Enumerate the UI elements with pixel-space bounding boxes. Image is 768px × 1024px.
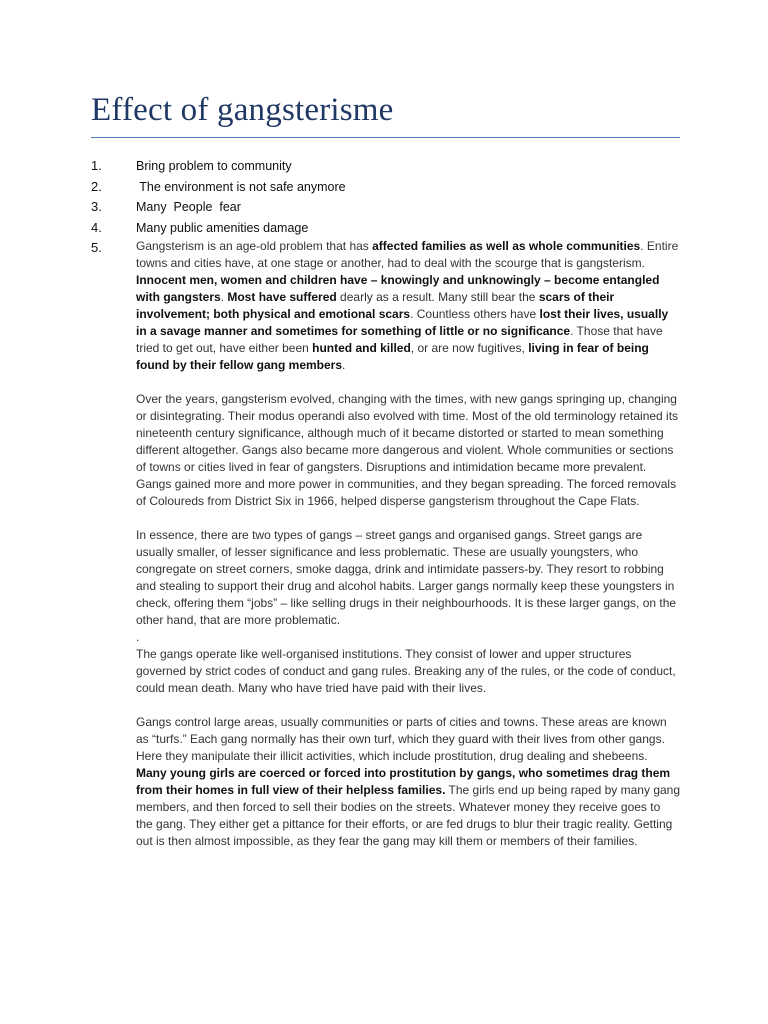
text-run: . — [220, 290, 228, 304]
paragraph-2: Over the years, gangsterism evolved, changing with the times, with new gangs springing up, changing or disintegrating. Their modus operandi also evolved with time. Most of the old terminology retained its nineteenth century significance, although much of it became distorted or started to mean something different altogether. Gangs also became more dangerous and violent. Whole communities or sections of towns or cities lived in fear of gangsters. Disruptions and intimidation became more prevalent. Gangs gained more and more power in communities, and they began spreading. The forced removals of Coloureds from District Six in 1966, helped disperse gangsterism throughout the Cape Flats. — [136, 392, 679, 508]
bold-run: Innocent men, women and children have – knowingly and unknowingly – become entangled with gangsters — [136, 273, 660, 304]
paragraph-3: In essence, there are two types of gangs – street gangs and organised gangs. Street gangs are usually smaller, of lesser significance and less problematic. These are usually youngsters, who congregate on street corners, smoke dagga, drink and intimidate passers-by. They resort to robbing and stealing to support their drug and alcohol habits. Larger gangs normally keep these youngsters in check, offering them “jobs” – like selling drugs in their neighbourhoods. It is these larger gangs, on the other hand, that are more problematic. — [136, 528, 677, 627]
text-run: . Countless others have — [410, 307, 540, 321]
paragraph-4: The gangs operate like well-organised institutions. They consist of lower and upper structures governed by strict codes of conduct and gang rules. Breaking any of the rules, or the code of conduct, could mean death. Many who have tried have paid with their lives. — [136, 647, 676, 695]
bold-run: scars of their involvement; both physical and emotional scars — [136, 290, 615, 321]
list-number: 2. — [91, 178, 102, 194]
page-title: Effect of gangsterisme — [91, 92, 394, 128]
text-run: . Entire towns and cities have, at one stage or another, had to deal with the scourge that is gangsterism. — [136, 239, 679, 270]
text-run: The girls end up being raped by many gang members, and then forced to sell their bodies on the streets. Whatever money they receive goes to the gang. They either get a pittance for their efforts, or are fed drugs to blur their tragic reality. Getting out is then almost impossible, as they fear the gang may kill them or members of their families. — [136, 783, 681, 848]
paragraph-gap — [136, 697, 680, 714]
list-item — [91, 197, 691, 218]
list-number: 5. — [91, 240, 102, 255]
bold-run: lost their lives, usually in a savage manner and sometimes for something of little or no significance — [136, 307, 669, 338]
paragraph-gap — [136, 374, 680, 391]
paragraph-5: Gangs control large areas, usually communities or parts of cities and towns. These areas are known as “turfs.” Each gang normally has their own turf, which they guard with their lives from other gangs. Here they manipulate their illicit activities, which include prostitution, drug dealing and shebeens. — [136, 715, 667, 763]
bold-run: Most have suffered — [227, 290, 337, 304]
list-item — [91, 177, 691, 198]
text-run: . Those that have tried to get out, have either been — [136, 324, 663, 355]
list-item — [91, 218, 691, 239]
item-5-body — [136, 238, 680, 850]
text-run: Gangsterism is an age-old problem that has — [136, 239, 373, 253]
text-run: dearly as a result. Many still bear the — [336, 290, 539, 304]
bold-run: affected families as well as whole communities — [372, 239, 641, 253]
list-item-text: The environment is not safe anymore — [136, 179, 346, 194]
title-underline — [91, 137, 680, 138]
list-number: 3. — [91, 199, 102, 214]
paragraph-6 — [136, 765, 680, 850]
text-run: . — [342, 358, 346, 372]
list-number: 4. — [91, 219, 102, 235]
stray-dot: . — [136, 630, 140, 644]
bold-run: living in fear of being found by their fellow gang members — [136, 341, 649, 372]
list-item-text: Bring problem to community — [136, 159, 292, 173]
list-item-text: Many People fear — [136, 200, 241, 214]
paragraph-1 — [136, 238, 680, 374]
bold-run: Many young girls are coerced or forced into prostitution by gangs, who sometimes drag them from their homes in full view of their helpless families. — [136, 766, 671, 797]
list-item — [91, 156, 691, 177]
list-item-text: Many public amenities damage — [136, 220, 309, 235]
text-run: , or are now fugitives, — [410, 341, 529, 355]
paragraph-gap — [136, 510, 680, 527]
list-number: 1. — [91, 158, 102, 173]
bold-run: hunted and killed — [312, 341, 411, 355]
